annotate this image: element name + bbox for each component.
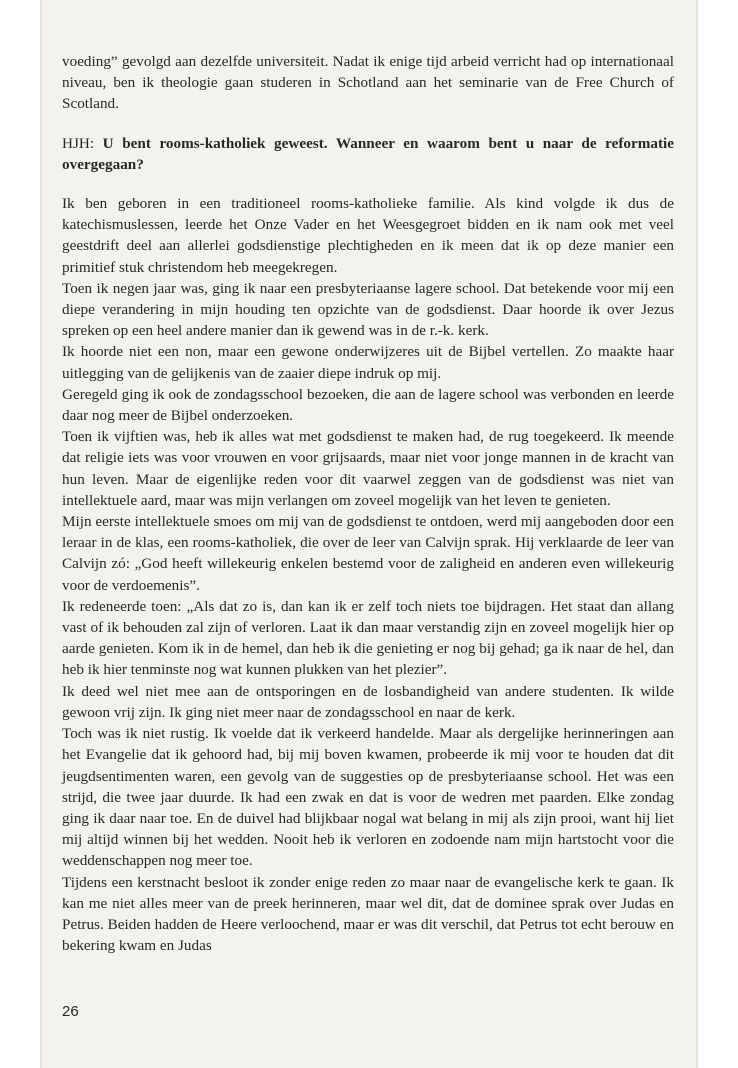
body-paragraph: Tijdens een kerstnacht besloot ik zonder enige reden zo maar naar de evangelische kerk te gaan. Ik kan me niet alles meer van de preek herinneren, maar wel dit, dat de dominee sprak over Judas en Petrus. Beiden hadden de Heere verloochend, maar er was dit verschil, dat Petrus tot echt berouw en bekering kwam en Judas	[62, 873, 674, 955]
interview-question	[62, 133, 674, 175]
body-paragraph: Mijn eerste intellektuele smoes om mij van de godsdienst te ontdoen, werd mij aangeboden door een leraar in de klas, een rooms-katholiek, die over de leer van Calvijn sprak. Hij verklaarde de leer van Calvijn zó: „God heeft willekeurig enkelen bestemd voor de zaligheid en anderen even willekeurig voor de verdoemenis”.	[62, 513, 674, 594]
intro-paragraph: voeding” gevolgd aan dezelfde universiteit. Nadat ik enige tijd arbeid verricht had op internationaal niveau, ben ik theologie gaan studeren in Schotland aan het seminarie van de Free Church of Scotland.	[62, 53, 674, 113]
body-paragraph: Toen ik negen jaar was, ging ik naar een presbyteriaanse lagere school. Dat betekende voor mij een diepe verandering in mijn houding ten opzichte van de godsdienst. Daar hoorde ik over Jezus spreken op een heel andere manier dan ik gewend was in de r.-k. kerk.	[62, 279, 674, 340]
body-paragraph: Ik ben geboren in een traditioneel rooms-katholieke familie. Als kind volgde ik dus de katechismuslessen, leerde het Onze Vader en het Weesgegroet bidden en ik nam ook met veel geestdrift deel aan allerlei godsdienstige plechtigheden en ik meen dat ik op deze manier een primitief stuk christendom heb meegekregen.	[62, 195, 674, 276]
question-text: U bent rooms-katholiek geweest. Wanneer en waarom bent u naar de reformatie overgegaan?	[62, 134, 675, 173]
body-paragraph: Ik deed wel niet mee aan de ontsporingen en de losbandigheid van andere studenten. Ik wilde gewoon vrij zijn. Ik ging niet meer naar de zondagsschool en naar de kerk.	[62, 682, 674, 721]
body-paragraph: Toch was ik niet rustig. Ik voelde dat ik verkeerd handelde. Maar als dergelijke herinneringen aan het Evangelie dat ik gehoord had, bij mij boven kwamen, probeerde ik mij voor te houden dat dit jeugdsentimenten waren, een gevolg van de suggesties op de presbyteriaanse school. Het was een strijd, die twee jaar duurde. Ik had een zwak en dat is voor de wedren met paarden. Elke zondag ging ik daar naar toe. En de duivel had blijkbaar nogal wat belang in mij als zijn prooi, want hij liet mij altijd winnen bij het wedden. Nooit heb ik verloren en zodoende nam mijn hartstocht voor die weddenschappen nog meer toe.	[62, 725, 674, 870]
book-page	[40, 0, 698, 1068]
page-number: 26	[62, 1003, 79, 1020]
body-paragraph: Ik hoorde niet een non, maar een gewone onderwijzeres uit de Bijbel vertellen. Zo maakte haar uitlegging van de gelijkenis van de zaaier diepe indruk op mij.	[62, 343, 674, 382]
body-paragraph: Geregeld ging ik ook de zondagsschool bezoeken, die aan de lagere school was verbonden en leerde daar nog meer de Bijbel onderzoeken.	[62, 385, 674, 425]
page-text	[62, 51, 674, 956]
question-speaker: HJH:	[62, 134, 95, 152]
body-paragraph: Ik redeneerde toen: „Als dat zo is, dan kan ik er zelf toch niets toe bijdragen. Het staat dan allang vast of ik behouden zal zijn of verloren. Laat ik dan maar verstandig zijn en zoveel mogelijk hier op aarde genieten. Kom ik in de hemel, dan heb ik die genieting er nog bij gehad; ga ik naar de hel, dan heb ik hier tenminste nog wat kunnen plukken van het plezier”.	[62, 597, 674, 679]
body-paragraph: Toen ik vijftien was, heb ik alles wat met godsdienst te maken had, de rug toegekeerd. Ik meende dat religie iets was voor vrouwen en voor grijsaards, maar niet voor jonge mannen in de kracht van hun leven. Maar de eigenlijke reden voor dit vaarwel zeggen van de godsdienst was niet van intellektuele aard, maar was mijn verlangen om zoveel mogelijk van het leven te genieten.	[62, 428, 674, 509]
